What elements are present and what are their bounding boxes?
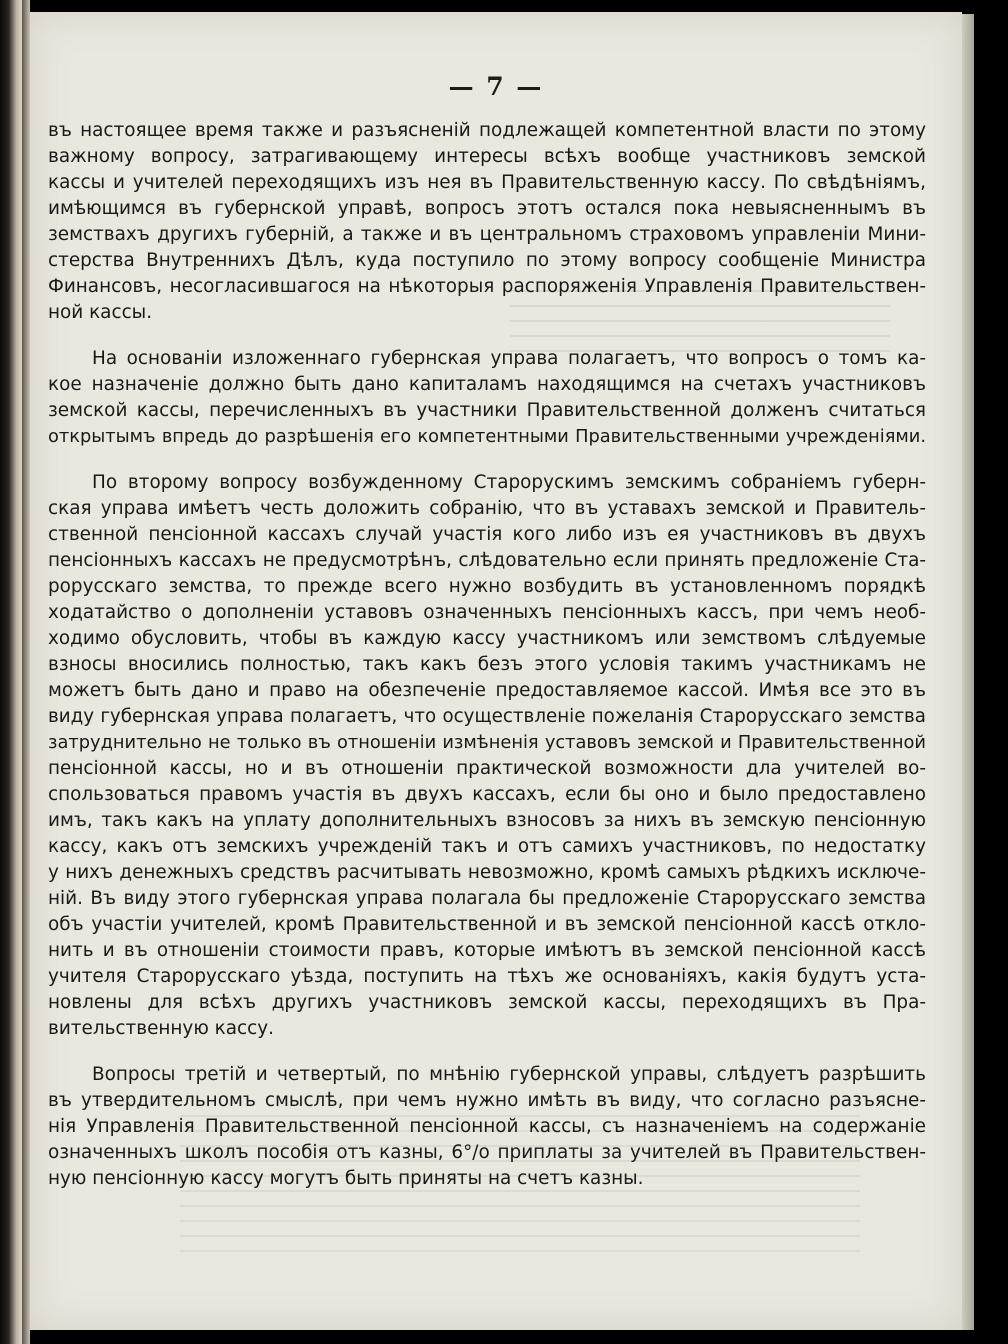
text-line: нія Управленія Правительственной пенсіонной кассы, съ назначеніемъ на содержаніе xyxy=(48,1116,926,1137)
paragraph xyxy=(48,470,926,1042)
text-line: Вопросы третій и четвертый, по мнѣнію губернской управы, слѣдуетъ разрѣшить xyxy=(92,1064,926,1085)
text-line: кассы и учителей переходящихъ изъ нея въ Правительственную кассу. По свѣдѣніямъ, xyxy=(48,172,926,193)
text-line: ній. Въ виду этого губернская управа полагала бы предложеніе Старорусскаго земства xyxy=(48,888,926,909)
text-line: имъ, такъ какъ на уплату дополнительныхъ взносовъ за нихъ въ земскую пенсіонную xyxy=(48,810,926,831)
page-number: — 7 — xyxy=(448,72,544,101)
paragraph xyxy=(48,1062,926,1192)
text-line: у нихъ денежныхъ средствъ расчитывать невозможно, кромѣ самыхъ рѣдкихъ исключе- xyxy=(48,862,926,883)
text-line: кассу, какъ отъ земскихъ учрежденій такъ и отъ самихъ участниковъ, по недостатку xyxy=(48,836,926,857)
previous-page-edge xyxy=(0,0,22,1344)
text-line: объ участіи учителей, кромѣ Правительственной и въ земской пенсіонной кассѣ откло- xyxy=(48,914,926,935)
text-line: ную пенсіонную кассу могутъ быть приняты на счетъ казны. xyxy=(48,1168,644,1189)
text-line: На основаніи изложеннаго губернская управа полагаетъ, что вопросъ о томъ ка- xyxy=(92,348,926,369)
paragraph xyxy=(48,346,926,450)
text-line: означенныхъ школъ пособія отъ казны, 6°/о приплаты за учителей въ Правительствен- xyxy=(48,1142,926,1163)
text-line: ходимо обусловить, чтобы въ каждую кассу участникомъ или земствомъ слѣдуемые xyxy=(48,628,926,649)
underlying-page-edge xyxy=(962,14,974,1330)
text-line: По второму вопросу возбужденному Старорускимъ земскимъ собраніемъ губерн- xyxy=(92,472,926,493)
paragraph xyxy=(48,118,926,326)
text-line: имѣющимся въ губернской управѣ, вопросъ этотъ остался пока невыясненнымъ въ xyxy=(48,198,926,219)
text-line: земствахъ другихъ губерній, а также и въ центральномъ страховомъ управленіи Мини- xyxy=(48,224,926,245)
text-line: затруднительно не только въ отношеніи измѣненія уставовъ земской и Правительственной xyxy=(48,732,926,753)
text-line: ной кассы. xyxy=(48,302,153,323)
text-line: въ настоящее время также и разъясненій подлежащей компетентной власти по этому xyxy=(48,120,926,141)
text-line: взносы вносились полностью, такъ какъ безъ этого условія такимъ участникамъ не xyxy=(48,654,926,675)
text-line: нить и въ отношеніи стоимости правъ, которые имѣютъ въ земской пенсіонной кассѣ xyxy=(48,940,926,961)
text-line: пенсіонныхъ кассахъ не предусмотрѣнъ, слѣдовательно если принять предложеніе Ста- xyxy=(48,550,926,571)
text-line: можетъ быть дано и право на обезпеченіе предоставляемое кассой. Имѣя все это въ xyxy=(48,680,926,701)
text-line: рорусскаго земства, то прежде всего нужно возбудить въ установленномъ порядкѣ xyxy=(48,576,926,597)
text-line: спользоваться правомъ участія въ двухъ кассахъ, если бы оно и было предоставлено xyxy=(48,784,926,805)
text-line: важному вопросу, затрагивающему интересы всѣхъ вообще участниковъ земской xyxy=(48,146,926,167)
document-page xyxy=(30,12,962,1330)
text-line: ственной пенсіонной кассахъ случай участія кого либо изъ ея участниковъ въ двухъ xyxy=(48,524,926,545)
text-line: вительственную кассу. xyxy=(48,1018,274,1039)
text-line: земской кассы, перечисленныхъ въ участники Правительственной долженъ считаться xyxy=(48,400,926,421)
text-line: ходатайство о дополненіи уставовъ означенныхъ пенсіонныхъ кассъ, при чемъ необ- xyxy=(48,602,926,623)
text-line: стерства Внутреннихъ Дѣлъ, куда поступило по этому вопросу сообщеніе Министра xyxy=(48,250,926,271)
text-line: открытымъ впредь до разрѣшенія его компетентными Правительственными учрежденіями. xyxy=(48,427,926,447)
book-gutter xyxy=(22,0,30,1344)
text-line: ская управа имѣетъ честь доложить собранію, что въ уставахъ земской и Правитель- xyxy=(48,498,926,519)
text-line: пенсіонной кассы, но и въ отношеніи практической возможности дла учителей во- xyxy=(48,758,926,779)
text-line: Финансовъ, несогласившагося на нѣкоторыя распоряженія Управленія Правительствен- xyxy=(48,276,926,297)
text-line: новлены для всѣхъ другихъ участниковъ земской кассы, переходящихъ въ Пра- xyxy=(48,992,926,1013)
text-line: кое назначеніе должно быть дано капиталамъ находящимся на счетахъ участниковъ xyxy=(48,374,926,395)
text-line: въ утвердительномъ смыслѣ, при чемъ нужно имѣть въ виду, что согласно разъясне- xyxy=(48,1090,926,1111)
text-line: учителя Старорусскаго уѣзда, поступить на тѣхъ же основаніяхъ, какія будутъ уста- xyxy=(48,966,926,987)
text-line: виду губернская управа полагаетъ, что осуществленіе пожеланія Старорусскаго земства xyxy=(48,706,926,727)
body-text xyxy=(48,118,926,1192)
